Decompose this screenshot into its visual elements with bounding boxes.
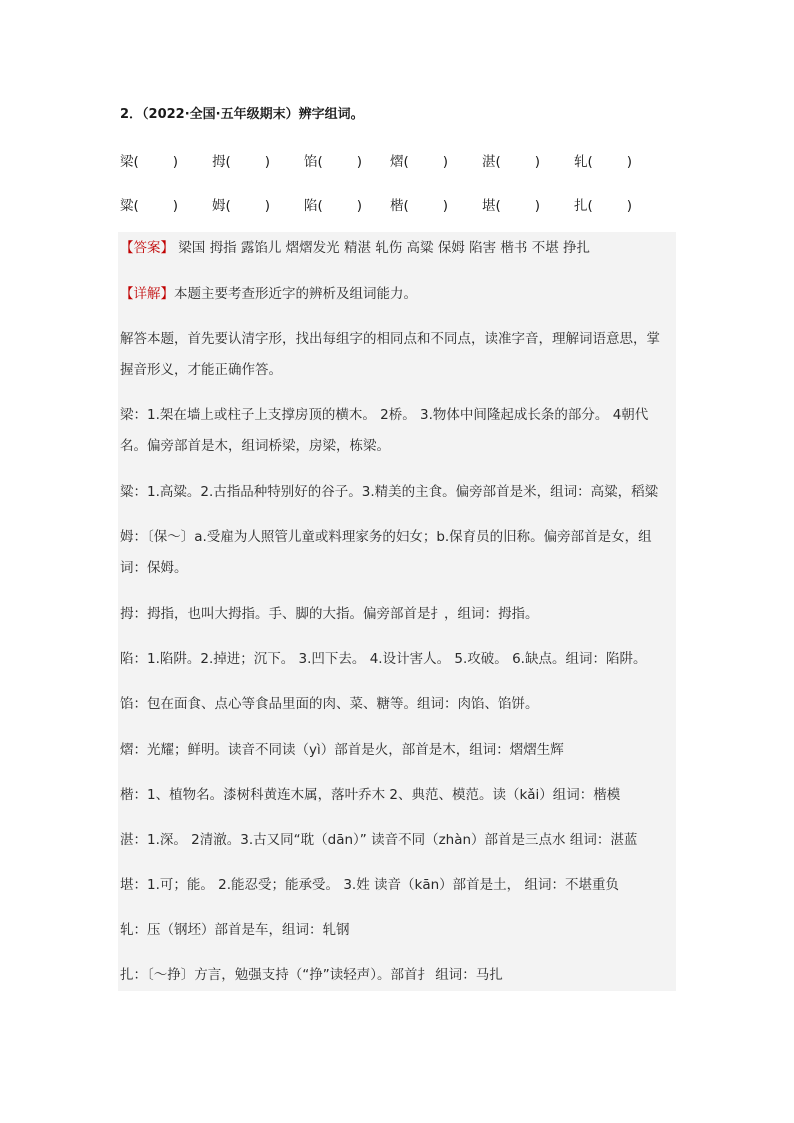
char-cell bbox=[212, 150, 270, 170]
text-line: 熠：光耀；鲜明。读音不同读（yì）部首是火，部首是木，组词：熠熠生辉 bbox=[120, 742, 564, 758]
answer-line bbox=[120, 238, 676, 258]
text-line: 湛：1.深。 2清澈。3.古又同“耽（dān）” 读音不同（zhàn）部首是三点水 组词：湛蓝 bbox=[120, 832, 638, 848]
close-paren: ) bbox=[264, 154, 271, 170]
open-paren: ( bbox=[317, 198, 323, 214]
question-title: 2．（2022·全国·五年级期末）辨字组词。 bbox=[120, 107, 364, 122]
answer-tag: 【答案】 bbox=[120, 240, 174, 256]
text-line: 扎：〔～挣〕方言，勉强支持（“挣”读轻声）。部首扌 组词：马扎 bbox=[120, 967, 503, 983]
char: 扎 bbox=[574, 198, 588, 214]
char-cell bbox=[304, 150, 362, 170]
text-line: 轧：压（钢坯）部首是车，组词：轧钢 bbox=[120, 922, 350, 938]
char-cell bbox=[120, 150, 178, 170]
text-line: 馅：包在面食、点心等食品里面的肉、菜、糖等。组词：肉馅、馅饼。 bbox=[120, 696, 539, 712]
char: 粱 bbox=[120, 198, 134, 214]
char: 姆 bbox=[212, 198, 226, 214]
text-line: 陷：1.陷阱。2.掉进；沉下。 3.凹下去。 4.设计害人。 5.攻破。 6.缺点。组词：陷阱。 bbox=[120, 651, 647, 667]
char-cell bbox=[390, 150, 448, 170]
char-cell bbox=[574, 150, 632, 170]
char: 楷 bbox=[390, 198, 404, 214]
open-paren: ( bbox=[495, 198, 501, 214]
char-cell bbox=[482, 194, 540, 214]
text-line: 粱：1.高粱。2.古指品种特别好的谷子。3.精美的主食。偏旁部首是米，组词：高粱，稻粱 bbox=[120, 484, 659, 500]
open-paren: ( bbox=[225, 154, 231, 170]
text-line: 握音形义，才能正确作答。 bbox=[120, 362, 282, 378]
char: 湛 bbox=[482, 154, 496, 170]
explain-text: 本题主要考查形近字的辨析及组词能力。 bbox=[174, 286, 417, 302]
char-cell bbox=[304, 194, 362, 214]
char: 堪 bbox=[482, 198, 496, 214]
close-paren: ) bbox=[626, 198, 633, 214]
text-line: 堪：1.可；能。 2.能忍受；能承受。 3.姓 读音（kān）部首是土， 组词：不堪重负 bbox=[120, 877, 619, 893]
close-paren: ) bbox=[172, 198, 179, 214]
text-line: 梁：1.架在墙上或柱子上支撑房顶的横木。 2桥。 3.物体中间隆起成长条的部分。 4朝代 bbox=[120, 407, 649, 423]
close-paren: ) bbox=[356, 154, 363, 170]
char-cell bbox=[574, 194, 632, 214]
open-paren: ( bbox=[587, 198, 593, 214]
text-line: 解答本题，首先要认清字形，找出每组字的相同点和不同点，读准字音，理解词语意思，掌 bbox=[120, 331, 660, 347]
char-cell bbox=[390, 194, 448, 214]
explain-tag: 【详解】 bbox=[120, 286, 174, 302]
close-paren: ) bbox=[534, 154, 541, 170]
char: 熠 bbox=[390, 154, 404, 170]
open-paren: ( bbox=[403, 154, 409, 170]
close-paren: ) bbox=[626, 154, 633, 170]
char: 轧 bbox=[574, 154, 588, 170]
text-line: 名。偏旁部首是木，组词桥梁，房梁，栋梁。 bbox=[120, 438, 390, 454]
explain-line bbox=[120, 284, 676, 304]
open-paren: ( bbox=[403, 198, 409, 214]
char-cell bbox=[120, 194, 178, 214]
char-cell bbox=[482, 150, 540, 170]
close-paren: ) bbox=[442, 154, 449, 170]
close-paren: ) bbox=[356, 198, 363, 214]
char: 馅 bbox=[304, 154, 318, 170]
open-paren: ( bbox=[495, 154, 501, 170]
text-line: 楷：1、植物名。漆树科黄连木属，落叶乔木 2、典范、模范。读（kǎi）组词：楷模 bbox=[120, 787, 621, 803]
open-paren: ( bbox=[133, 198, 139, 214]
text-line: 词：保姆。 bbox=[120, 560, 188, 576]
open-paren: ( bbox=[225, 198, 231, 214]
char: 陷 bbox=[304, 198, 318, 214]
open-paren: ( bbox=[317, 154, 323, 170]
close-paren: ) bbox=[264, 198, 271, 214]
open-paren: ( bbox=[133, 154, 139, 170]
text-line: 拇：拇指，也叫大拇指。手、脚的大指。偏旁部首是扌，组词：拇指。 bbox=[120, 606, 539, 622]
answer-text: 梁国 拇指 露馅儿 熠熠发光 精湛 轧伤 高粱 保姆 陷害 楷书 不堪 挣扎 bbox=[178, 240, 590, 256]
text-line: 姆：〔保～〕a.受雇为人照管儿童或料理家务的妇女；b.保育员的旧称。偏旁部首是女，组 bbox=[120, 529, 652, 545]
char: 梁 bbox=[120, 154, 134, 170]
close-paren: ) bbox=[172, 154, 179, 170]
close-paren: ) bbox=[442, 198, 449, 214]
char-cell bbox=[212, 194, 270, 214]
char: 拇 bbox=[212, 154, 226, 170]
open-paren: ( bbox=[587, 154, 593, 170]
close-paren: ) bbox=[534, 198, 541, 214]
